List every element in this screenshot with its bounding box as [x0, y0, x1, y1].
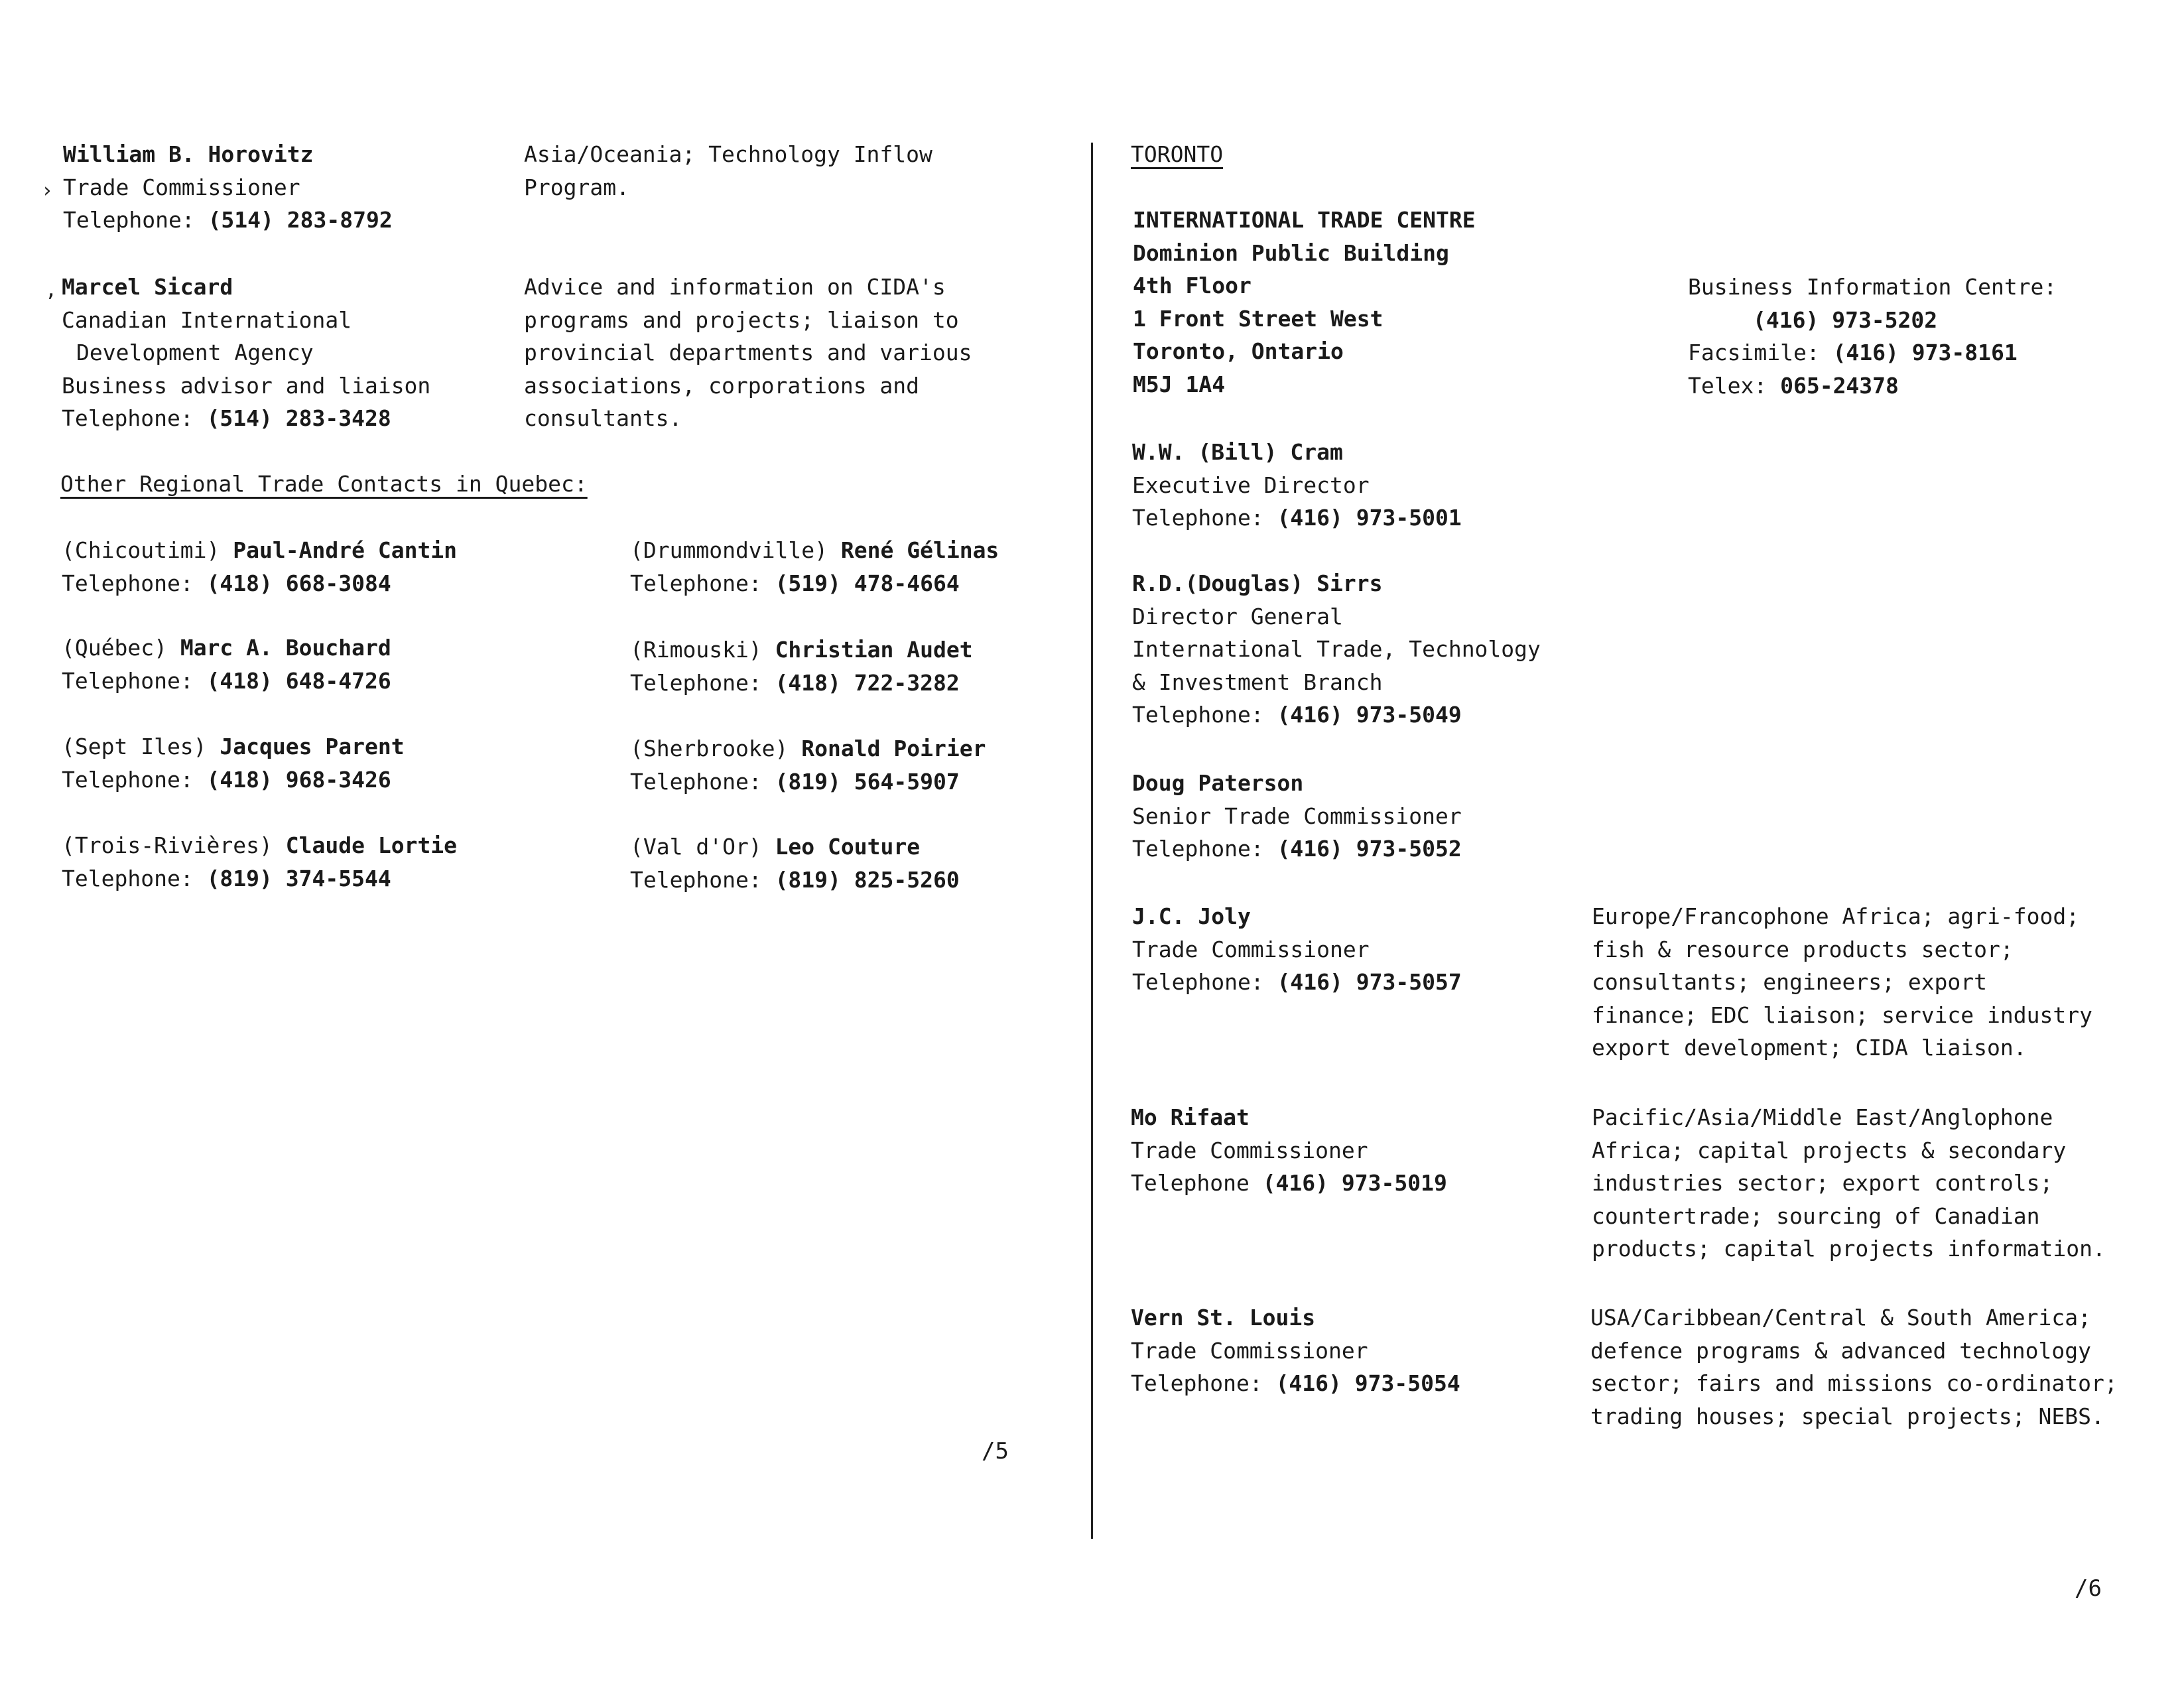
- regional-city: (Rimouski): [630, 637, 762, 663]
- regional-contact: (Trois-Rivières) Claude Lortie Telephone: (819) 374-5544: [62, 832, 458, 891]
- contact-phone: (514) 283-8792: [208, 207, 393, 233]
- contact-paterson: Doug Paterson Senior Trade Commissioner Telephone: (416) 973-5052: [1132, 767, 1462, 866]
- contact-phone: (416) 973-5001: [1277, 505, 1462, 531]
- regional-city: (Sept Iles): [62, 734, 207, 759]
- contact-title: Executive Director: [1132, 472, 1370, 498]
- bic-label: Business Information Centre:: [1688, 274, 2057, 300]
- regional-phone: (418) 648-4726: [206, 667, 391, 694]
- page-number-right: /6: [2075, 1575, 2102, 1602]
- contact-name: Vern St. Louis: [1131, 1305, 1316, 1331]
- regional-name: Claude Lortie: [285, 832, 458, 858]
- city-heading: TORONTO: [1131, 141, 1224, 167]
- contact-title: Trade Commissioner: [1131, 1337, 1368, 1364]
- regional-city: (Chicoutimi): [62, 537, 220, 563]
- regional-city: (Val d'Or): [630, 834, 762, 860]
- contact-title: Canadian International: [62, 306, 352, 333]
- office-address: INTERNATIONAL TRADE CENTRE Dominion Public Building 4th Floor 1 Front Street West Toronto, Ontario M5J 1A4: [1133, 207, 1476, 397]
- regional-name: Jacques Parent: [220, 734, 405, 759]
- contact-horovitz: [63, 138, 393, 237]
- responsibilities-joly: Europe/Francophone Africa; agri-food; fish & resource products sector; consultants; engineers; export finance; EDC liaison; service industry export development; CIDA liaison.: [1592, 903, 2092, 1061]
- contact-phone: (416) 973-5019: [1262, 1170, 1447, 1196]
- regional-city: (Québec): [62, 635, 167, 661]
- contact-cram: W.W. (Bill) Cram Executive Director Telephone: (416) 973-5001: [1132, 436, 1462, 535]
- regional-phone: (819) 564-5907: [775, 768, 960, 795]
- responsibilities-horovitz: Asia/Oceania; Technology Inflow Program.: [524, 141, 932, 200]
- regional-contact: (Sherbrooke) Ronald Poirier Telephone: (819) 564-5907: [630, 736, 986, 795]
- contact-sicard: [62, 271, 430, 435]
- regional-name: Leo Couture: [775, 834, 921, 860]
- regional-contact: (Val d'Or) Leo Couture Telephone: (819) 825-5260: [630, 834, 960, 893]
- regional-phone: (819) 374-5544: [206, 865, 391, 891]
- regional-name: Christian Audet: [775, 637, 973, 663]
- contact-name: J.C. Joly: [1132, 903, 1251, 929]
- contact-phone: (514) 283-3428: [206, 405, 391, 431]
- contact-phone: (416) 973-5052: [1277, 836, 1462, 862]
- contact-name: Mo Rifaat: [1131, 1104, 1250, 1130]
- regional-contact: (Sept Iles) Jacques Parent Telephone: (418) 968-3426: [62, 734, 405, 793]
- contact-sirrs: R.D.(Douglas) Sirrs Director General International Trade, Technology & Investment Branch Telephone: (416) 973-5049: [1132, 567, 1541, 732]
- contact-phone: (416) 973-5057: [1277, 969, 1462, 995]
- regional-phone: (418) 668-3084: [206, 570, 391, 596]
- contact-title: International Trade, Technology: [1132, 636, 1541, 662]
- contact-name: William B. Horovitz: [63, 141, 314, 167]
- regional-phone: (418) 968-3426: [206, 766, 391, 793]
- regional-city: (Trois-Rivières): [62, 832, 273, 858]
- contact-name: Marcel Sicard: [62, 274, 233, 300]
- contact-title: & Investment Branch: [1132, 669, 1383, 695]
- regional-contact: (Rimouski) Christian Audet Telephone: (418) 722-3282: [630, 637, 973, 696]
- page-number-left: /5: [982, 1438, 1009, 1464]
- fax-number: (416) 973-8161: [1832, 340, 2018, 365]
- contact-name: Doug Paterson: [1132, 770, 1304, 796]
- contact-title: Trade Commissioner: [1131, 1137, 1368, 1163]
- office-contact-numbers: Business Information Centre: (416) 973-5202 Facsimile: (416) 973-8161 Telex: 065-24378: [1688, 271, 2057, 402]
- regional-contact: (Chicoutimi) Paul-André Cantin Telephone: (418) 668-3084: [62, 537, 458, 596]
- contact-title: Development Agency: [76, 340, 314, 365]
- contact-name: W.W. (Bill) Cram: [1132, 439, 1343, 465]
- bic-phone: (416) 973-5202: [1753, 306, 1938, 333]
- contact-st-louis: Vern St. Louis Trade Commissioner Telephone: (416) 973-5054: [1131, 1301, 1460, 1400]
- responsibilities-sicard: Advice and information on CIDA's programs and projects; liaison to provincial departments and various associations, corporations and consultants.: [524, 274, 972, 431]
- margin-mark: ›: [41, 179, 54, 202]
- regional-phone: (819) 825-5260: [775, 866, 960, 893]
- regional-name: René Gélinas: [840, 537, 999, 563]
- contact-phone: (416) 973-5049: [1277, 702, 1462, 728]
- regional-heading: Other Regional Trade Contacts in Quebec:: [60, 471, 588, 497]
- contact-title: Trade Commissioner: [63, 174, 300, 200]
- regional-name: Marc A. Bouchard: [180, 635, 391, 661]
- contact-joly: J.C. Joly Trade Commissioner Telephone: (416) 973-5057: [1132, 900, 1462, 999]
- contact-title: Director General: [1132, 603, 1343, 629]
- contact-phone-line: Telephone: (514) 283-8792: [63, 207, 393, 233]
- regional-phone: (519) 478-4664: [775, 570, 960, 596]
- telex-number: 065-24378: [1780, 372, 1899, 399]
- regional-city: (Sherbrooke): [630, 736, 789, 761]
- contact-rifaat: Mo Rifaat Trade Commissioner Telephone (416) 973-5019: [1131, 1101, 1447, 1200]
- regional-phone: (418) 722-3282: [775, 669, 960, 696]
- contact-phone: (416) 973-5054: [1275, 1370, 1460, 1396]
- margin-mark: ,: [45, 279, 58, 302]
- regional-contact: (Drummondville) René Gélinas Telephone: (519) 478-4664: [630, 537, 999, 596]
- regional-city: (Drummondville): [630, 537, 828, 563]
- responsibilities-st-louis: USA/Caribbean/Central & South America; defence programs & advanced technology sector; fairs and missions co-ordinator; trading houses; special projects; NEBS.: [1590, 1305, 2118, 1429]
- contact-name: R.D.(Douglas) Sirrs: [1132, 570, 1383, 596]
- contact-phone-line: Telephone: (514) 283-3428: [62, 405, 391, 431]
- contact-title: Trade Commissioner: [1132, 936, 1370, 962]
- responsibilities-rifaat: Pacific/Asia/Middle East/Anglophone Africa; capital projects & secondary industries sector; export controls; countertrade; sourcing of Canadian products; capital projects information.: [1592, 1104, 2106, 1262]
- contact-title: Senior Trade Commissioner: [1132, 803, 1462, 829]
- contact-title: Business advisor and liaison: [62, 372, 431, 399]
- regional-name: Paul-André Cantin: [233, 537, 458, 563]
- regional-name: Ronald Poirier: [801, 736, 986, 761]
- regional-contact: (Québec) Marc A. Bouchard Telephone: (418) 648-4726: [62, 635, 391, 694]
- page-divider: [1091, 143, 1093, 1539]
